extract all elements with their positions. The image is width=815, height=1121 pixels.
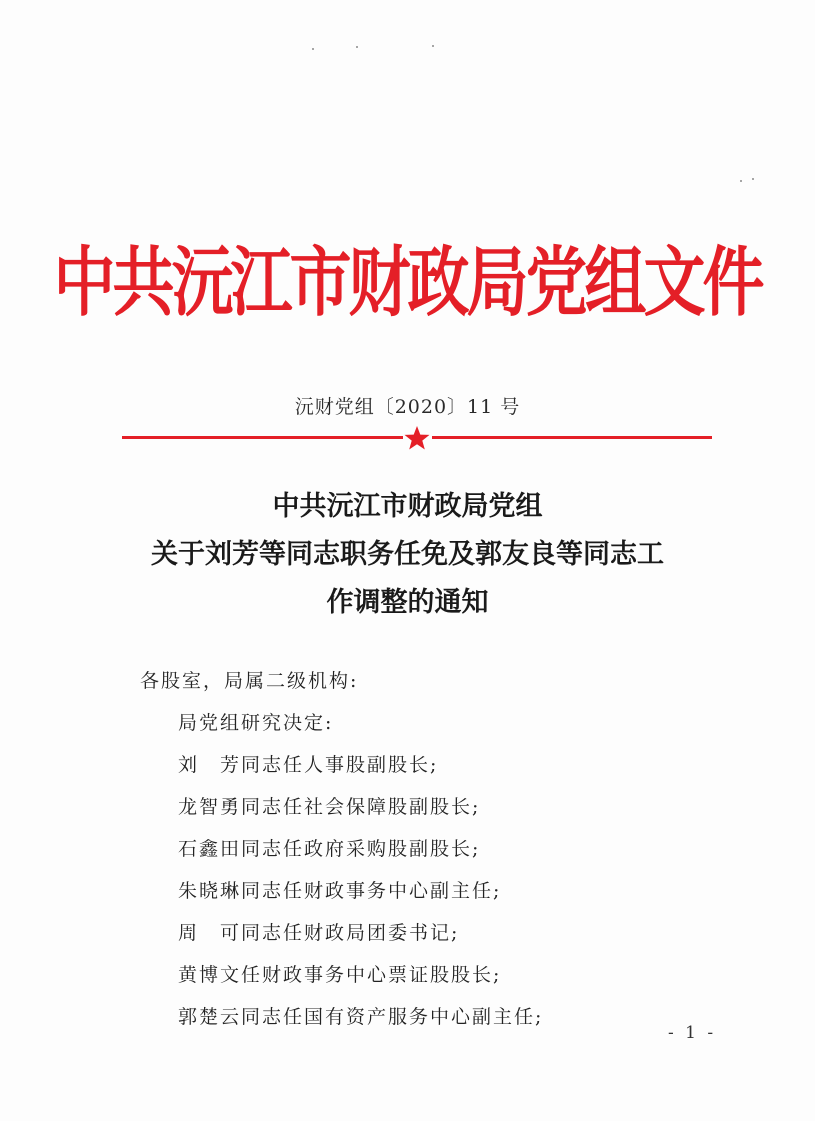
intro-text: 局党组研究决定:: [178, 712, 334, 734]
appointment-item: 黄博文任财政事务中心票证股股长;: [178, 964, 502, 986]
scan-speck: [432, 45, 434, 47]
red-separator-line-left: [122, 436, 403, 439]
salutation: 各股室，局属二级机构:: [140, 670, 359, 692]
red-separator-line-right: [432, 436, 712, 439]
red-star-icon: [403, 425, 431, 451]
document-masthead: 中共沅江市财政局党组文件: [53, 237, 762, 327]
scan-speck: [356, 46, 358, 48]
appointment-item: 郭楚云同志任国有资产服务中心副主任;: [178, 1006, 544, 1028]
title-line: 关于刘芳等同志职务任免及郭友良等同志工: [151, 539, 664, 570]
title-line: 中共沅江市财政局党组: [272, 491, 543, 522]
appointment-item: 朱晓琳同志任财政事务中心副主任;: [178, 880, 502, 902]
scan-speck: [740, 180, 742, 182]
document-number: 沅财党组〔2020〕11 号: [294, 396, 521, 418]
title-line: 作调整的通知: [326, 587, 489, 618]
scan-speck: [752, 178, 754, 180]
appointment-item: 石鑫田同志任政府采购股副股长;: [178, 838, 481, 860]
page-number: - 1 -: [668, 1023, 717, 1043]
appointment-item: 周 可同志任财政局团委书记;: [178, 922, 460, 944]
appointment-item: 龙智勇同志任社会保障股副股长;: [178, 796, 481, 818]
notice-title: [0, 483, 815, 627]
scan-speck: [312, 48, 314, 50]
appointment-item: 刘 芳同志任人事股副股长;: [178, 754, 439, 776]
